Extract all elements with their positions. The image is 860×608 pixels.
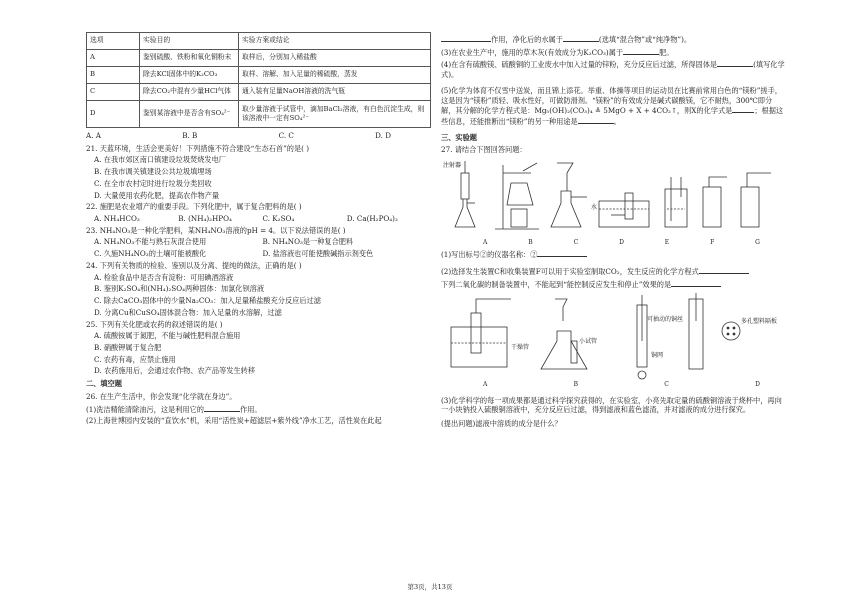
- text: 下列二氧化碳的制备装置中，不能起到“能控制反应发生和停止”效果的是: [441, 279, 672, 289]
- option-a[interactable]: A. 检验食品中是否含有淀粉：可用碘酒溶液: [94, 272, 234, 282]
- choice-c[interactable]: C. C: [278, 131, 294, 140]
- label-movable: 可抽动的铜丝: [647, 316, 684, 324]
- text: 作用，净化后的水属于: [491, 35, 563, 44]
- table-cell: A: [87, 50, 140, 67]
- apparatus-figure-2: [441, 291, 786, 381]
- answer-blank[interactable]: [717, 59, 753, 67]
- table-header: 选项: [87, 33, 140, 50]
- option-c[interactable]: C. 农药有毒，应禁止施用: [94, 354, 176, 364]
- figure-label: C: [664, 381, 669, 389]
- text: ；根据这些信息，还能推断出“镁粉”的另一种用途是: [441, 106, 784, 127]
- co2-apparatus-c: [637, 295, 647, 379]
- sub-question: [86, 404, 431, 415]
- text: (2)选择发生装置C和收集装置F可以用于实验室制取CO₂，发生反应的化学方程式: [441, 267, 699, 276]
- options-row: [86, 237, 431, 247]
- page-footer: 第3页，共13页: [407, 583, 453, 591]
- option-c[interactable]: C. 除去CaCO₃固体中的少量Na₂CO₃：加入足量稀盐酸充分反应后过滤: [94, 296, 321, 306]
- table-cell: 鉴别硫酸、铁粉和氧化铜粉末: [140, 50, 239, 67]
- figure-label: F: [710, 239, 715, 247]
- question-21: [86, 144, 431, 201]
- question-stem: 22. 施肥是农业增产的重要手段。下列化肥中，属于复合肥料的是( ): [86, 202, 302, 212]
- apparatus-e: [665, 177, 687, 227]
- figure-label: G: [755, 239, 760, 247]
- sub-question: (3)化学科学的每一项成果都是通过科学探究获得的，在实验室，小亮先取定量的硫酸铜溶液于烧杯中，再向一小块钠投入硫酸铜溶液中，充分反应后过滤，得到滤液和蓝色滤渣，并对滤液的成分进行探究。: [441, 395, 782, 415]
- section-title: 二、填空题: [86, 379, 122, 389]
- table-row: [87, 84, 431, 101]
- figure-label: B: [528, 239, 533, 247]
- answer-blank[interactable]: [732, 105, 754, 113]
- table-header: 实验目的: [140, 33, 239, 50]
- option-a[interactable]: A. 在我市郊区南口镇建设垃圾焚烧发电厂: [94, 155, 226, 165]
- co2-apparatus-d: [689, 293, 740, 369]
- question-stem: 26. 在生产生活中，你会发现“化学就在身边”。: [86, 391, 237, 401]
- table-cell: B: [87, 67, 140, 84]
- table-row: [87, 67, 431, 84]
- option-b[interactable]: B. 在我市调关镇建设公共垃圾填埋场: [94, 167, 212, 177]
- answer-blank[interactable]: [578, 116, 614, 124]
- apparatus-d: [599, 193, 649, 227]
- sub-question: [441, 279, 786, 290]
- figure-label: D: [619, 239, 624, 247]
- apparatus-c: [551, 163, 587, 227]
- option-a[interactable]: A. 硫酸铵属于氮肥，不能与碱性肥料混合施用: [94, 331, 241, 341]
- option-b[interactable]: B. NH₄NO₃是一种复合肥料: [262, 237, 354, 247]
- label-dryer: 干燥管: [511, 344, 530, 352]
- text: (选填“混合物”或“纯净物”)。: [598, 35, 692, 44]
- sub-question: [441, 266, 786, 277]
- figure-label: B: [573, 381, 579, 389]
- text: ，则X的化学式是: [676, 106, 733, 116]
- table-cell: D: [87, 101, 140, 128]
- question-stem: 27. 请结合下图回答问题：: [441, 145, 527, 155]
- figure-1-labels: [441, 239, 786, 247]
- option-d[interactable]: D. 农药施用后，会通过农作物、农产品等发生转移: [94, 366, 256, 376]
- sub-question: [441, 34, 786, 45]
- option-c[interactable]: C. 久施NH₄NO₃的土壤可能被酸化: [94, 249, 207, 259]
- question-stem: 25. 下列有关化肥或农药的叙述错误的是( ): [86, 319, 223, 329]
- figure-2-labels: [441, 381, 786, 389]
- option-d[interactable]: D. 大量使用农药化肥，提高农作物产量: [94, 190, 220, 200]
- sub-question: [441, 59, 786, 79]
- text: (1)洗洁精能清除油污，这是利用它的: [86, 404, 204, 414]
- question-22: [86, 202, 431, 223]
- answer-blank[interactable]: [623, 47, 659, 55]
- label-mesh: 铜网: [651, 352, 664, 360]
- table-header-row: [87, 33, 431, 50]
- text: 肥。: [659, 47, 674, 57]
- table-cell: 鉴别某溶液中是否含有SO₄²⁻: [140, 101, 239, 128]
- question-26: [86, 392, 431, 426]
- question-25: [86, 320, 431, 377]
- label-tube: 小试管: [579, 338, 598, 346]
- table-cell: C: [87, 84, 140, 101]
- section-title: 三、实验题: [441, 132, 477, 142]
- co2-apparatus-a: [451, 299, 511, 367]
- table-header: 实验方案或结论: [239, 33, 431, 50]
- sub-question: [441, 249, 786, 260]
- apparatus-g: [741, 173, 771, 227]
- table-cell: 取少量溶液于试管中，滴加BaCl₂溶液，有白色沉淀生成，则该溶液中一定有SO₄²⁻: [239, 101, 431, 128]
- answer-blank[interactable]: [204, 404, 240, 412]
- table-cell: 取样、溶解、加入足量的稀硫酸，蒸发: [239, 67, 431, 84]
- right-column: [441, 32, 786, 431]
- left-column: [86, 0, 431, 428]
- label-water: 水: [591, 204, 598, 212]
- option-d[interactable]: D. 分离Cu和CuSO₄固体混合物：加入足量的水溶解，过滤: [94, 307, 282, 317]
- option-a[interactable]: A. NH₄HCO₃: [94, 214, 140, 224]
- answer-blank[interactable]: [441, 34, 491, 42]
- text: 作用。: [240, 404, 262, 414]
- option-c[interactable]: C. 在全市农村定时进行垃圾分类回收: [94, 178, 212, 188]
- option-b[interactable]: B. (NH₄)₂HPO₄: [178, 214, 232, 224]
- apparatus-b: [495, 163, 539, 229]
- text: (3)在农业生产中，施用的草木灰(有效成分为K₂CO₃)属于: [441, 47, 624, 57]
- sub-question: [441, 47, 786, 58]
- table-cell: 取样后，分别加入稀盐酸: [239, 50, 431, 67]
- answer-blank[interactable]: [699, 266, 749, 274]
- table-row: [87, 50, 431, 67]
- table-cell: 除去CO₂中混有少量HCl气体: [140, 84, 239, 101]
- co2-apparatus-b: [541, 299, 587, 369]
- choice-a[interactable]: A. A: [86, 131, 101, 140]
- option-d[interactable]: D. Ca(H₂PO₄)₂: [346, 214, 398, 224]
- choice-b[interactable]: B. B: [182, 131, 198, 140]
- question-24: [86, 261, 431, 318]
- option-c[interactable]: C. K₂SO₄: [262, 214, 295, 224]
- question-stem: 23. NH₄NO₃是一种化学肥料，某NH₄NO₃溶液的pH = 4。以下说法错误的是( ): [86, 225, 346, 235]
- text: (1)写出标号②的仪器名称：②: [441, 250, 538, 260]
- label-syringe: 注射器: [443, 162, 462, 170]
- table-cell: 通入装有足量NaOH溶液的洗气瓶: [239, 84, 431, 101]
- choice-d[interactable]: D. D: [375, 131, 391, 140]
- options-row: [86, 249, 431, 259]
- figure-label: E: [664, 239, 670, 247]
- figure-label: A: [483, 239, 488, 247]
- q20-choices: [86, 131, 431, 141]
- sub-question: (5)化学为体育不仅雪中送炭，而且锦上添花。举重、体操等项目的运动员在比赛前常用白色的“镁粉”搓手，这是因为“镁粉”质轻、吸水性好，可做防滑剂。“镁粉”的有效成分是碱式碳酸镁，它不耐热，300℃即分解，其分解的化学方程式是：Mg₅(OH)₂(CO₃)₄ ≜ 5MgO + X + 4CO₂↑，则X的化学式是 ；根据这些信息，还能推断出“镁粉”的另一种用途是 。: [441, 85, 784, 127]
- sub-question: (2)上海世博园内安装的“直饮水”机，采用“活性炭+超滤层+紫外线”净水工艺，活性炭在此起: [86, 416, 382, 426]
- equation: Mg₅(OH)₂(CO₃)₄ ≜ 5MgO + X + 4CO₂↑: [534, 106, 677, 116]
- label-plate: 多孔塑料隔板: [741, 318, 778, 326]
- option-d[interactable]: D. 盐溶液也可能使酸碱指示剂变色: [262, 249, 374, 259]
- text: (填写化学式)。: [441, 60, 785, 80]
- figure-label: D: [755, 381, 760, 389]
- apparatus-a: [455, 161, 475, 227]
- apparatus-figure-1: [441, 157, 786, 239]
- figure-label: C: [573, 239, 579, 247]
- answer-blank[interactable]: [563, 34, 599, 42]
- question-stem: 24. 下列有关物质的检验、鉴别以及分离、提纯的做法，正确的是( ): [86, 260, 302, 270]
- options-table: [86, 32, 431, 128]
- table-cell: 除去KCl固体中的K₂CO₃: [140, 67, 239, 84]
- question-23: [86, 226, 431, 259]
- question-stem: 21. 天蓝环境，生活会更美好！下列措施不符合建设“生态石首”的是( ): [86, 143, 310, 153]
- option-a[interactable]: A. NH₄NO₃不能与熟石灰混合使用: [94, 237, 207, 247]
- figure-label: A: [483, 381, 488, 389]
- answer-blank[interactable]: [671, 279, 721, 287]
- text: (4)在含有硫酸镁、硫酸铜的工业废水中加入过量的锌粉，充分反应后过滤，所得固体是: [441, 60, 718, 70]
- answer-blank[interactable]: [537, 249, 587, 257]
- apparatus-f: [703, 177, 727, 227]
- table-row: [87, 101, 431, 128]
- text: (5)化学为体育不仅雪中送炭，而且锦上添花。举重、体操等项目的运动员在比赛前常用白色的“镁粉”搓手，这是因为“镁粉”质轻、吸水性好，可做防滑剂。“镁粉”的有效成分是碱式碳酸镁，它不耐热，300℃即分解，其分解的化学方程式是：: [441, 85, 782, 116]
- option-b[interactable]: B. 硝酸钾属于复合肥: [94, 342, 162, 352]
- options-row: [86, 214, 431, 224]
- sub-question: (提出问题)滤液中溶质的成分是什么？: [441, 418, 562, 428]
- option-b[interactable]: B. 鉴别K₂SO₄和(NH₄)₂SO₄两种固体：加氯化钡溶液: [94, 284, 265, 294]
